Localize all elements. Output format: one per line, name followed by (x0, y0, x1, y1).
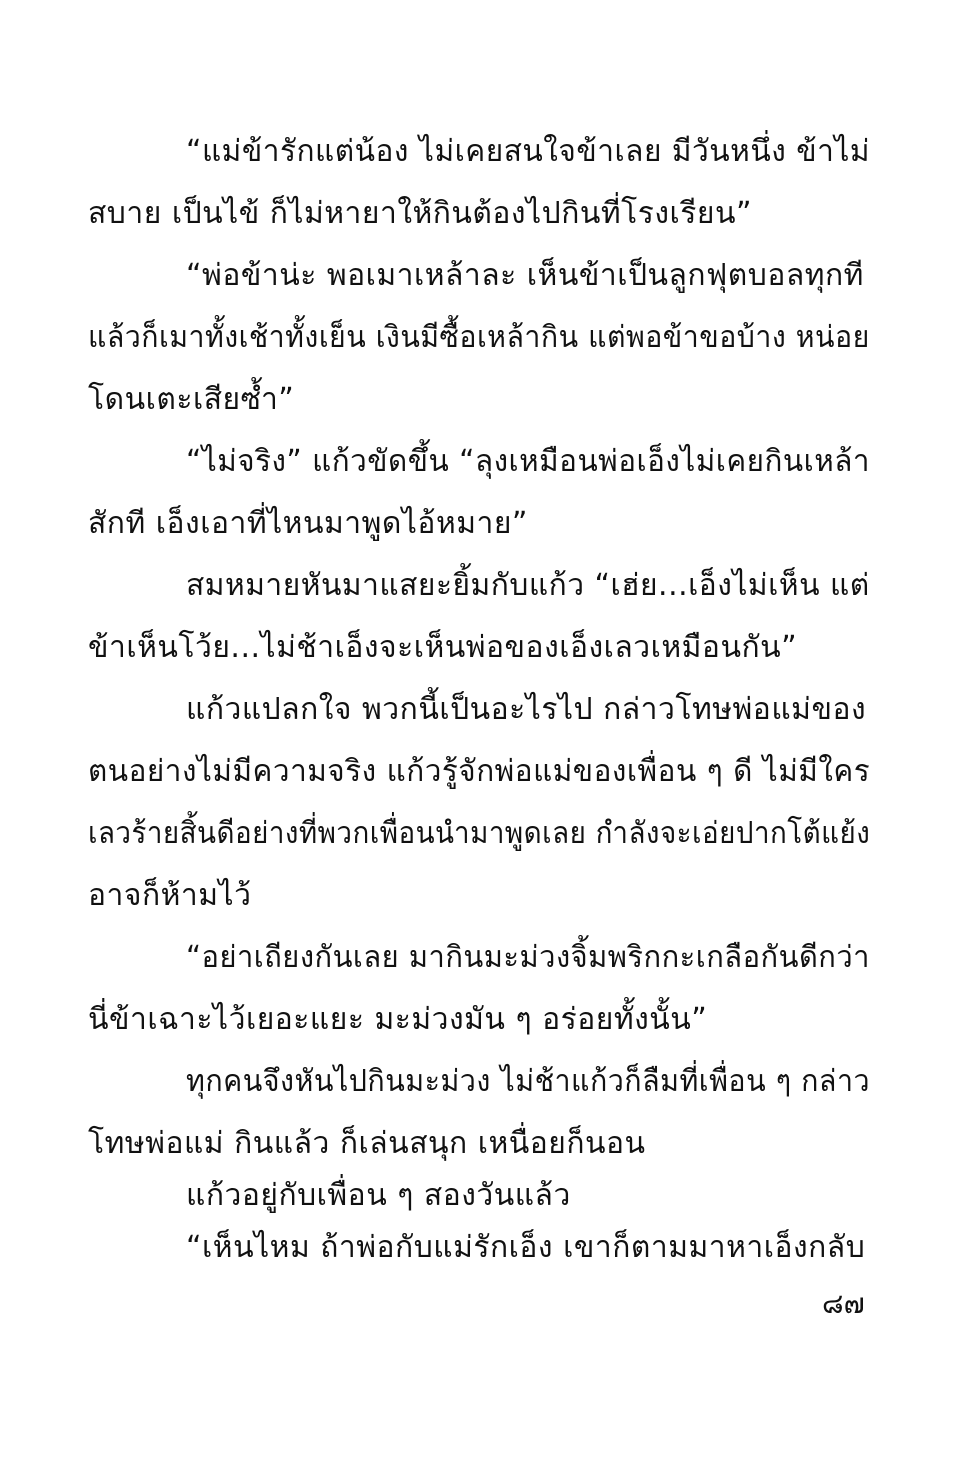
text-line: “ไม่จริง” แก้วขัดขึ้น “ลุงเหมือนพ่อเอ็งไม่เคยกินเหล้า (186, 444, 871, 479)
text-line: แก้วแปลกใจ พวกนี้เป็นอะไรไป กล่าวโทษพ่อแม่ของ (186, 692, 867, 727)
text-line: อาจก็ห้ามไว้ (88, 878, 252, 913)
text-line: สบาย เป็นไข้ ก็ไม่หายาให้กินต้องไปกินที่โรงเรียน” (88, 196, 753, 231)
page-number: ๘๗ (822, 1287, 865, 1320)
text-line: โทษพ่อแม่ กินแล้ว ก็เล่นสนุก เหนื่อยก็นอน (88, 1126, 646, 1161)
text-line: “พ่อข้าน่ะ พอเมาเหล้าละ เห็นข้าเป็นลูกฟุตบอลทุกที (186, 258, 864, 293)
text-line: สมหมายหันมาแสยะยิ้มกับแก้ว “เฮ่ย...เอ็งไม่เห็น แต่ (186, 568, 870, 603)
text-line: เลวร้ายสิ้นดีอย่างที่พวกเพื่อนนำมาพูดเลย กำลังจะเอ่ยปากโต้แย้ง (88, 816, 871, 851)
text-line: ข้าเห็นโว้ย...ไม่ช้าเอ็งจะเห็นพ่อของเอ็งเลวเหมือนกัน” (88, 630, 798, 665)
text-line: “แม่ข้ารักแต่น้อง ไม่เคยสนใจข้าเลย มีวันหนึ่ง ข้าไม่ (186, 134, 871, 169)
text-line: “อย่าเถียงกันเลย มากินมะม่วงจิ้มพริกกะเกลือกันดีกว่า (186, 940, 870, 975)
text-line: แล้วก็เมาทั้งเช้าทั้งเย็น เงินมีซื้อเหล้ากิน แต่พอข้าขอบ้าง หน่อย (88, 320, 870, 355)
text-line: ทุกคนจึงหันไปกินมะม่วง ไม่ช้าแก้วก็ลืมที่เพื่อน ๆ กล่าว (186, 1064, 871, 1099)
text-line: สักที เอ็งเอาที่ไหนมาพูดไอ้หมาย” (88, 506, 528, 541)
text-line: โดนเตะเสียซ้ำ” (88, 382, 295, 417)
text-line: ตนอย่างไม่มีความจริง แก้วรู้จักพ่อแม่ของเพื่อน ๆ ดี ไม่มีใคร (88, 754, 871, 789)
text-line: แก้วอยู่กับเพื่อน ๆ สองวันแล้ว (186, 1178, 571, 1213)
text-line: “เห็นไหม ถ้าพ่อกับแม่รักเอ็ง เขาก็ตามมาหาเอ็งกลับ (186, 1230, 866, 1265)
text-line: นี่ข้าเฉาะไว้เยอะแยะ มะม่วงมัน ๆ อร่อยทั้งนั้น” (88, 1002, 708, 1037)
